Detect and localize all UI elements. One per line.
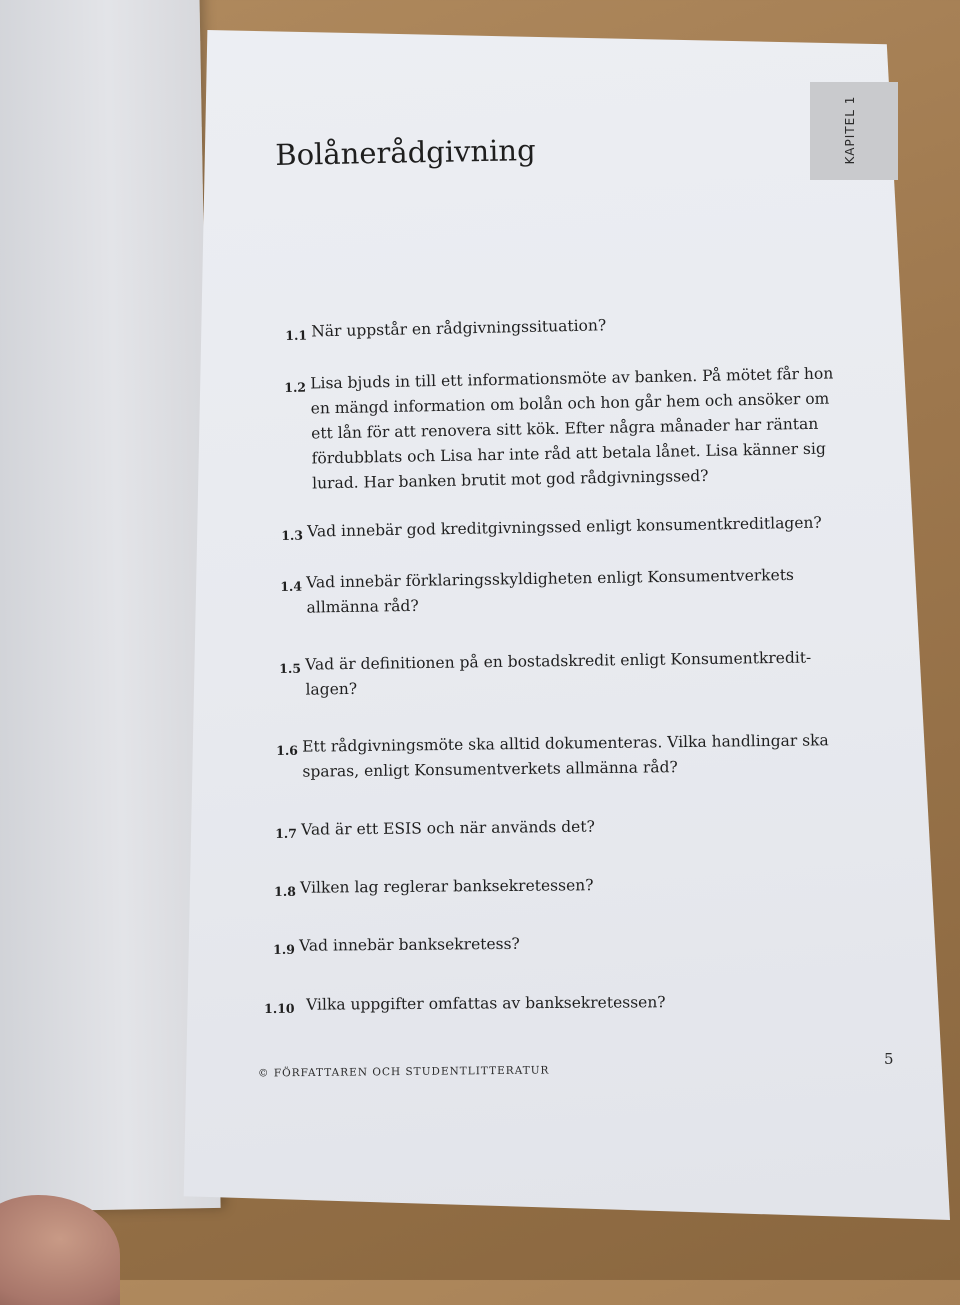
question-text: Lisa bjuds in till ett informationsmöte av banken. På mötet får hon en mängd information om bolån och hon går hem och ansöker om ett lån för att renovera sitt kök. Efter några månader har räntan fördubblats och Lisa har inte råd att betala lånet. Lisa känner sig lurad. Har banken brutit mot god rådgivningssed?	[310, 364, 834, 493]
question-text: Vad innebär banksekretess?	[299, 934, 520, 955]
copyright-footer: © FÖRFATTAREN OCH STUDENTLITTERATUR	[257, 1064, 550, 1080]
question-number: 1.5	[279, 660, 302, 676]
question-number: 1.3	[281, 527, 304, 543]
question-text: Vad är ett ESIS och när används det?	[301, 817, 595, 839]
chapter-tab-label: KAPITEL 1	[843, 95, 857, 165]
question-number: 1.8	[274, 883, 296, 899]
question-text: Vad är definitionen på en bostadskredit enligt Konsumentkredit-lagen?	[305, 648, 812, 699]
chapter-title: Bolånerådgivning	[275, 133, 536, 172]
thumb	[0, 1195, 120, 1305]
page-number: 5	[884, 1050, 894, 1068]
book-page	[160, 30, 950, 1220]
question-text: När uppstår en rådgivningssituation?	[311, 316, 607, 341]
question-number: 1.9	[273, 941, 295, 957]
question-number: 1.6	[276, 742, 299, 758]
question-number: 1.4	[280, 578, 303, 594]
question-text: Vilka uppgifter omfattas av banksekretessen?	[306, 993, 666, 1014]
question-number: 1.1	[285, 327, 308, 343]
question-number: 1.10	[264, 1000, 295, 1016]
question-number: 1.7	[275, 825, 297, 841]
question-text: Ett rådgivningsmöte ska alltid dokumenteras. Vilka handlingar ska sparas, enligt Konsumentverkets allmänna råd?	[302, 731, 829, 781]
question-text: Vilken lag reglerar banksekretessen?	[300, 876, 594, 897]
question-text: Vad innebär förklaringsskyldigheten enligt Konsumentverkets allmänna råd?	[306, 565, 795, 617]
question-text: Vad innebär god kreditgivningssed enligt konsumentkreditlagen?	[307, 513, 822, 541]
question-number: 1.2	[284, 379, 307, 395]
